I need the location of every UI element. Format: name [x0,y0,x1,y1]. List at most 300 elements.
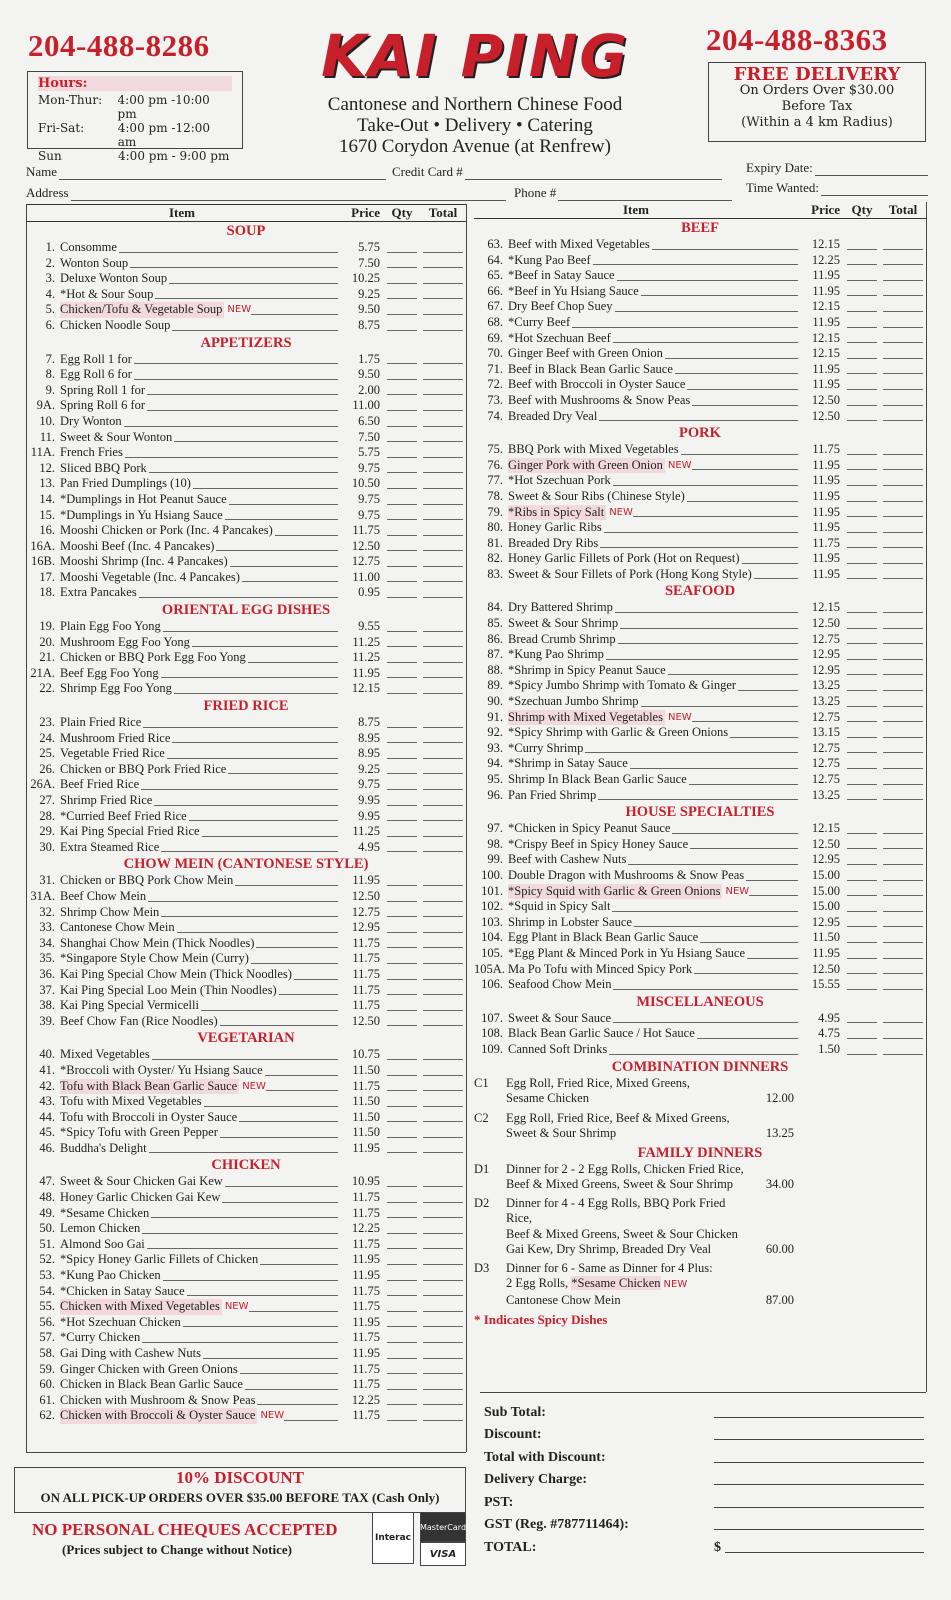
qty-input[interactable] [387,1014,417,1027]
total-input[interactable] [883,788,923,801]
total-input[interactable] [423,1237,463,1250]
total-input[interactable] [423,445,463,458]
menu-item[interactable] [474,473,926,489]
total-input[interactable] [423,1362,463,1375]
total-input[interactable] [423,809,463,822]
menu-item[interactable] [474,1011,926,1027]
total-input[interactable] [883,821,923,834]
total-input[interactable] [423,920,463,933]
menu-item[interactable] [26,1094,466,1110]
total-input[interactable] [883,1026,923,1039]
total-input[interactable] [423,936,463,949]
qty-input[interactable] [387,1299,417,1312]
total-input[interactable] [883,663,923,676]
menu-item[interactable] [26,650,466,666]
total-input[interactable] [423,681,463,694]
menu-item[interactable] [26,840,466,856]
menu-item[interactable] [26,318,466,334]
menu-item[interactable] [474,977,926,993]
total-input[interactable] [883,678,923,691]
total-input[interactable] [883,616,923,629]
menu-item[interactable] [26,905,466,921]
menu-item[interactable] [26,983,466,999]
qty-input[interactable] [847,930,877,943]
qty-input[interactable] [847,772,877,785]
menu-item[interactable] [26,1063,466,1079]
menu-item[interactable] [26,777,466,793]
menu-item[interactable] [474,520,926,536]
menu-item[interactable] [26,1377,466,1393]
qty-input[interactable] [387,1393,417,1406]
menu-item[interactable] [26,539,466,555]
total-input[interactable] [423,905,463,918]
total-input[interactable] [883,977,923,990]
qty-input[interactable] [387,271,417,284]
total-input[interactable] [423,585,463,598]
qty-input[interactable] [847,647,877,660]
total-input[interactable] [883,268,923,281]
menu-item[interactable] [474,1026,926,1042]
combo-item[interactable] [474,1111,926,1142]
menu-item[interactable] [26,383,466,399]
qty-input[interactable] [387,585,417,598]
qty-input[interactable] [847,868,877,881]
menu-item[interactable] [26,824,466,840]
total-input[interactable] [423,1393,463,1406]
total-input[interactable] [423,967,463,980]
total-input[interactable] [883,377,923,390]
total-input[interactable] [423,398,463,411]
total-input[interactable] [883,868,923,881]
total-input[interactable] [423,1063,463,1076]
qty-input[interactable] [387,650,417,663]
menu-item[interactable] [26,1047,466,1063]
total-input[interactable] [423,998,463,1011]
qty-input[interactable] [847,536,877,549]
total-input[interactable] [883,837,923,850]
menu-item[interactable] [26,554,466,570]
menu-item[interactable] [474,821,926,837]
qty-input[interactable] [387,318,417,331]
menu-item[interactable] [26,951,466,967]
total-input[interactable] [883,647,923,660]
menu-item[interactable] [474,772,926,788]
qty-input[interactable] [847,725,877,738]
delivery-charge-row[interactable] [484,1466,924,1489]
total-input[interactable] [423,793,463,806]
qty-input[interactable] [847,821,877,834]
qty-input[interactable] [387,920,417,933]
total-input[interactable] [423,889,463,902]
total-input[interactable] [423,1014,463,1027]
menu-item[interactable] [474,962,926,978]
total-input[interactable] [423,824,463,837]
menu-item[interactable] [26,1299,466,1315]
menu-item[interactable] [26,1014,466,1030]
total-input[interactable] [423,1377,463,1390]
qty-input[interactable] [387,809,417,822]
total-input[interactable] [883,409,923,422]
qty-input[interactable] [387,352,417,365]
total-input[interactable] [423,840,463,853]
menu-item[interactable] [26,585,466,601]
qty-input[interactable] [387,1315,417,1328]
qty-input[interactable] [387,905,417,918]
qty-input[interactable] [387,256,417,269]
qty-input[interactable] [387,873,417,886]
qty-input[interactable] [387,508,417,521]
menu-item[interactable] [26,271,466,287]
menu-item[interactable] [26,1284,466,1300]
qty-input[interactable] [387,731,417,744]
qty-input[interactable] [387,936,417,949]
qty-input[interactable] [847,520,877,533]
total-input[interactable] [883,962,923,975]
menu-item[interactable] [474,489,926,505]
total-input[interactable] [423,1174,463,1187]
qty-input[interactable] [387,889,417,902]
qty-input[interactable] [847,331,877,344]
total-input[interactable] [423,666,463,679]
menu-item[interactable] [474,788,926,804]
menu-item[interactable] [474,647,926,663]
qty-input[interactable] [387,287,417,300]
menu-item[interactable] [474,868,926,884]
menu-item[interactable] [26,1330,466,1346]
qty-input[interactable] [387,476,417,489]
total-input[interactable] [883,632,923,645]
menu-item[interactable] [26,715,466,731]
qty-input[interactable] [387,1408,417,1421]
family-item[interactable] [474,1162,926,1193]
menu-item[interactable] [474,331,926,347]
qty-input[interactable] [847,409,877,422]
qty-input[interactable] [847,442,877,455]
total-input[interactable] [423,271,463,284]
menu-item[interactable] [26,666,466,682]
total-row[interactable] [484,1533,924,1556]
qty-input[interactable] [387,1252,417,1265]
total-input[interactable] [423,367,463,380]
menu-item[interactable] [26,414,466,430]
menu-item[interactable] [474,1042,926,1058]
qty-input[interactable] [387,383,417,396]
menu-item[interactable] [474,284,926,300]
menu-item[interactable] [26,1174,466,1190]
total-input[interactable] [883,458,923,471]
total-input[interactable] [423,873,463,886]
total-input[interactable] [883,237,923,250]
total-input[interactable] [883,915,923,928]
address-field[interactable] [26,185,506,201]
credit-card-field[interactable] [392,164,722,180]
qty-input[interactable] [387,430,417,443]
qty-input[interactable] [387,1362,417,1375]
total-input[interactable] [423,302,463,315]
menu-item[interactable] [474,663,926,679]
total-input[interactable] [883,536,923,549]
menu-item[interactable] [474,237,926,253]
total-input[interactable] [423,731,463,744]
menu-item[interactable] [474,837,926,853]
menu-item[interactable] [474,678,926,694]
qty-input[interactable] [847,852,877,865]
discount-row[interactable] [484,1421,924,1444]
qty-input[interactable] [847,237,877,250]
menu-item[interactable] [26,1393,466,1409]
qty-input[interactable] [847,1042,877,1055]
menu-item[interactable] [474,915,926,931]
total-input[interactable] [423,746,463,759]
qty-input[interactable] [847,393,877,406]
menu-item[interactable] [26,1190,466,1206]
total-input[interactable] [423,1299,463,1312]
qty-input[interactable] [847,694,877,707]
total-input[interactable] [883,600,923,613]
menu-item[interactable] [26,1221,466,1237]
menu-item[interactable] [26,1315,466,1331]
menu-item[interactable] [26,809,466,825]
total-input[interactable] [423,1206,463,1219]
combo-item[interactable] [474,1076,926,1107]
menu-item[interactable] [26,1268,466,1284]
total-input[interactable] [423,492,463,505]
menu-item[interactable] [474,741,926,757]
qty-input[interactable] [387,1284,417,1297]
qty-input[interactable] [847,884,877,897]
menu-item[interactable] [474,442,926,458]
qty-input[interactable] [847,315,877,328]
menu-item[interactable] [26,1252,466,1268]
total-input[interactable] [883,520,923,533]
expiry-field[interactable] [746,160,928,176]
qty-input[interactable] [847,837,877,850]
menu-item[interactable] [26,508,466,524]
total-input[interactable] [423,1141,463,1154]
family-item[interactable] [474,1261,926,1309]
menu-item[interactable] [26,302,466,318]
menu-item[interactable] [26,967,466,983]
menu-item[interactable] [26,1141,466,1157]
menu-item[interactable] [474,393,926,409]
total-input[interactable] [883,884,923,897]
qty-input[interactable] [387,983,417,996]
qty-input[interactable] [847,1026,877,1039]
total-input[interactable] [423,1125,463,1138]
total-input[interactable] [423,1346,463,1359]
total-input[interactable] [423,1330,463,1343]
qty-input[interactable] [847,741,877,754]
menu-item[interactable] [26,240,466,256]
menu-item[interactable] [26,1125,466,1141]
qty-input[interactable] [387,492,417,505]
menu-item[interactable] [474,551,926,567]
menu-item[interactable] [26,570,466,586]
menu-item[interactable] [26,635,466,651]
qty-input[interactable] [847,710,877,723]
pst-row[interactable] [484,1488,924,1511]
menu-item[interactable] [474,458,926,474]
total-input[interactable] [423,650,463,663]
qty-input[interactable] [387,1094,417,1107]
qty-input[interactable] [387,666,417,679]
menu-item[interactable] [474,299,926,315]
menu-item[interactable] [474,756,926,772]
total-input[interactable] [423,1079,463,1092]
menu-item[interactable] [474,616,926,632]
menu-item[interactable] [26,762,466,778]
qty-input[interactable] [387,1190,417,1203]
total-input[interactable] [423,256,463,269]
total-input[interactable] [423,1110,463,1123]
menu-item[interactable] [474,632,926,648]
qty-input[interactable] [847,946,877,959]
total-input[interactable] [883,725,923,738]
menu-item[interactable] [26,256,466,272]
qty-input[interactable] [847,915,877,928]
qty-input[interactable] [387,1079,417,1092]
qty-input[interactable] [387,1063,417,1076]
total-input[interactable] [883,362,923,375]
phone-field[interactable] [514,185,732,201]
total-input[interactable] [423,762,463,775]
qty-input[interactable] [847,362,877,375]
qty-input[interactable] [387,951,417,964]
qty-input[interactable] [387,523,417,536]
subtotal-row[interactable] [484,1398,924,1421]
menu-item[interactable] [26,793,466,809]
qty-input[interactable] [387,1377,417,1390]
total-input[interactable] [883,346,923,359]
total-input[interactable] [883,442,923,455]
menu-item[interactable] [26,998,466,1014]
total-input[interactable] [423,951,463,964]
qty-input[interactable] [847,473,877,486]
qty-input[interactable] [847,899,877,912]
menu-item[interactable] [26,352,466,368]
total-input[interactable] [883,299,923,312]
qty-input[interactable] [387,967,417,980]
total-input[interactable] [423,461,463,474]
qty-input[interactable] [387,398,417,411]
total-input[interactable] [423,554,463,567]
qty-input[interactable] [387,1125,417,1138]
total-input[interactable] [883,567,923,580]
total-input[interactable] [423,287,463,300]
total-input[interactable] [883,1011,923,1024]
total-input[interactable] [883,899,923,912]
menu-item[interactable] [474,600,926,616]
qty-input[interactable] [847,788,877,801]
menu-item[interactable] [474,899,926,915]
total-input[interactable] [423,1190,463,1203]
menu-item[interactable] [474,884,926,900]
total-input[interactable] [883,284,923,297]
qty-input[interactable] [847,567,877,580]
qty-input[interactable] [387,414,417,427]
total-input[interactable] [883,756,923,769]
qty-input[interactable] [847,756,877,769]
total-input[interactable] [423,240,463,253]
qty-input[interactable] [387,762,417,775]
menu-item[interactable] [26,1206,466,1222]
total-discount-row[interactable] [484,1443,924,1466]
menu-item[interactable] [474,694,926,710]
qty-input[interactable] [387,777,417,790]
qty-input[interactable] [387,1047,417,1060]
gst-row[interactable] [484,1511,924,1534]
menu-item[interactable] [474,930,926,946]
qty-input[interactable] [847,616,877,629]
qty-input[interactable] [387,367,417,380]
qty-input[interactable] [847,632,877,645]
menu-item[interactable] [26,492,466,508]
menu-item[interactable] [474,268,926,284]
total-input[interactable] [423,1221,463,1234]
qty-input[interactable] [847,377,877,390]
qty-input[interactable] [387,445,417,458]
total-input[interactable] [883,551,923,564]
qty-input[interactable] [387,1110,417,1123]
name-field[interactable] [26,164,386,180]
menu-item[interactable] [26,619,466,635]
menu-item[interactable] [26,920,466,936]
total-input[interactable] [423,523,463,536]
qty-input[interactable] [387,746,417,759]
qty-input[interactable] [387,240,417,253]
total-input[interactable] [423,1094,463,1107]
total-input[interactable] [883,772,923,785]
qty-input[interactable] [387,1330,417,1343]
qty-input[interactable] [387,1141,417,1154]
qty-input[interactable] [847,678,877,691]
total-input[interactable] [423,983,463,996]
total-input[interactable] [883,253,923,266]
qty-input[interactable] [847,458,877,471]
menu-item[interactable] [26,1237,466,1253]
menu-item[interactable] [474,710,926,726]
menu-item[interactable] [474,567,926,583]
qty-input[interactable] [387,1174,417,1187]
menu-item[interactable] [474,505,926,521]
total-input[interactable] [423,539,463,552]
qty-input[interactable] [387,302,417,315]
total-input[interactable] [423,635,463,648]
qty-input[interactable] [387,840,417,853]
menu-item[interactable] [26,731,466,747]
menu-item[interactable] [474,253,926,269]
menu-item[interactable] [26,1408,466,1424]
menu-item[interactable] [26,398,466,414]
total-input[interactable] [423,1047,463,1060]
total-input[interactable] [423,318,463,331]
qty-input[interactable] [847,962,877,975]
menu-item[interactable] [474,409,926,425]
menu-item[interactable] [474,946,926,962]
total-input[interactable] [883,505,923,518]
qty-input[interactable] [847,268,877,281]
menu-item[interactable] [26,746,466,762]
total-input[interactable] [883,946,923,959]
qty-input[interactable] [387,539,417,552]
qty-input[interactable] [387,1268,417,1281]
total-input[interactable] [423,1252,463,1265]
menu-item[interactable] [26,476,466,492]
qty-input[interactable] [847,505,877,518]
total-input[interactable] [883,852,923,865]
menu-item[interactable] [26,445,466,461]
total-input[interactable] [423,1268,463,1281]
